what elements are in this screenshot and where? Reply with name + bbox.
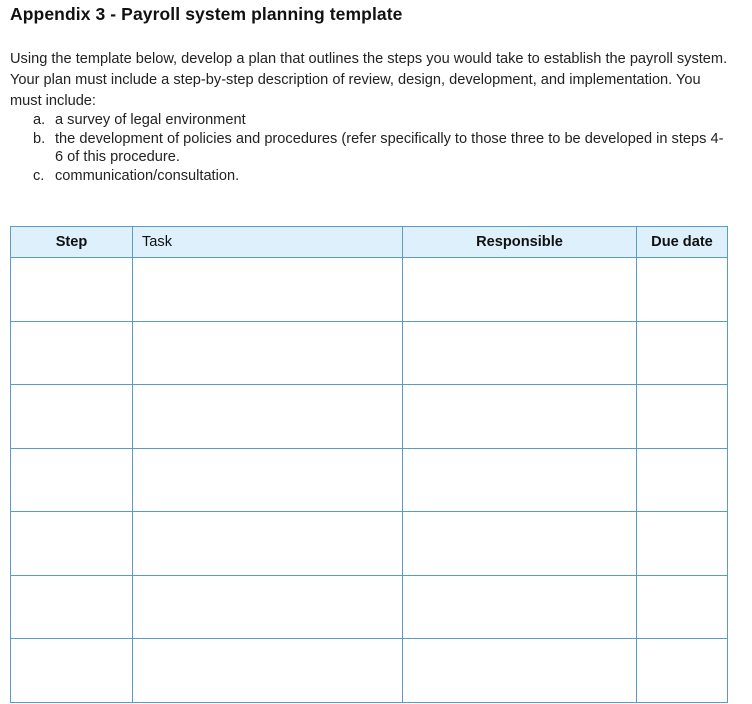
step-cell[interactable] [11, 258, 133, 322]
task-cell[interactable] [133, 575, 403, 639]
intro-paragraph: Using the template below, develop a plan that outlines the steps you would take to establish the payroll system. Your plan must include a step-by-step description of review, design, development, and implementation. You must include: [10, 51, 728, 109]
step-cell[interactable] [11, 639, 133, 703]
requirements-list [0, 111, 740, 185]
task-cell[interactable] [133, 512, 403, 576]
responsible-cell[interactable] [403, 448, 637, 512]
responsible-cell[interactable] [403, 321, 637, 385]
list-item [0, 167, 725, 186]
task-cell[interactable] [133, 258, 403, 322]
due-date-cell[interactable] [637, 639, 728, 703]
task-cell[interactable] [133, 385, 403, 449]
list-marker: b. [33, 130, 46, 147]
header-step: Step [11, 227, 133, 258]
due-date-cell[interactable] [637, 258, 728, 322]
list-marker: a. [33, 112, 46, 128]
table-row [11, 385, 728, 449]
due-date-cell[interactable] [637, 385, 728, 449]
responsible-cell[interactable] [403, 639, 637, 703]
step-cell[interactable] [11, 575, 133, 639]
responsible-cell[interactable] [403, 385, 637, 449]
step-cell[interactable] [11, 321, 133, 385]
due-date-cell[interactable] [637, 448, 728, 512]
list-item-text: communication/consultation. [55, 167, 240, 184]
table-row [11, 575, 728, 639]
table-row [11, 639, 728, 703]
list-item-text: the development of policies and procedures (refer specifically to those three to be developed in steps 4-6 of this procedure. [55, 130, 724, 165]
responsible-cell[interactable] [403, 575, 637, 639]
page-title: Appendix 3 - Payroll system planning template [10, 4, 403, 24]
due-date-cell[interactable] [637, 575, 728, 639]
header-task: Task [133, 227, 403, 258]
step-cell[interactable] [11, 512, 133, 576]
due-date-cell[interactable] [637, 321, 728, 385]
list-marker: c. [33, 167, 45, 184]
task-cell[interactable] [133, 639, 403, 703]
table-row [11, 448, 728, 512]
table-row [11, 512, 728, 576]
list-item [0, 130, 725, 167]
responsible-cell[interactable] [403, 512, 637, 576]
table-row [11, 321, 728, 385]
list-item-text: a survey of legal environment [55, 112, 246, 128]
step-cell[interactable] [11, 448, 133, 512]
table-row [11, 258, 728, 322]
responsible-cell[interactable] [403, 258, 637, 322]
task-cell[interactable] [133, 448, 403, 512]
step-cell[interactable] [11, 385, 133, 449]
list-item [0, 111, 725, 130]
header-responsible: Responsible [403, 227, 637, 258]
due-date-cell[interactable] [637, 512, 728, 576]
header-due-date: Due date [637, 227, 728, 258]
task-cell[interactable] [133, 321, 403, 385]
table-header-row [11, 227, 728, 258]
planning-table [10, 226, 728, 703]
